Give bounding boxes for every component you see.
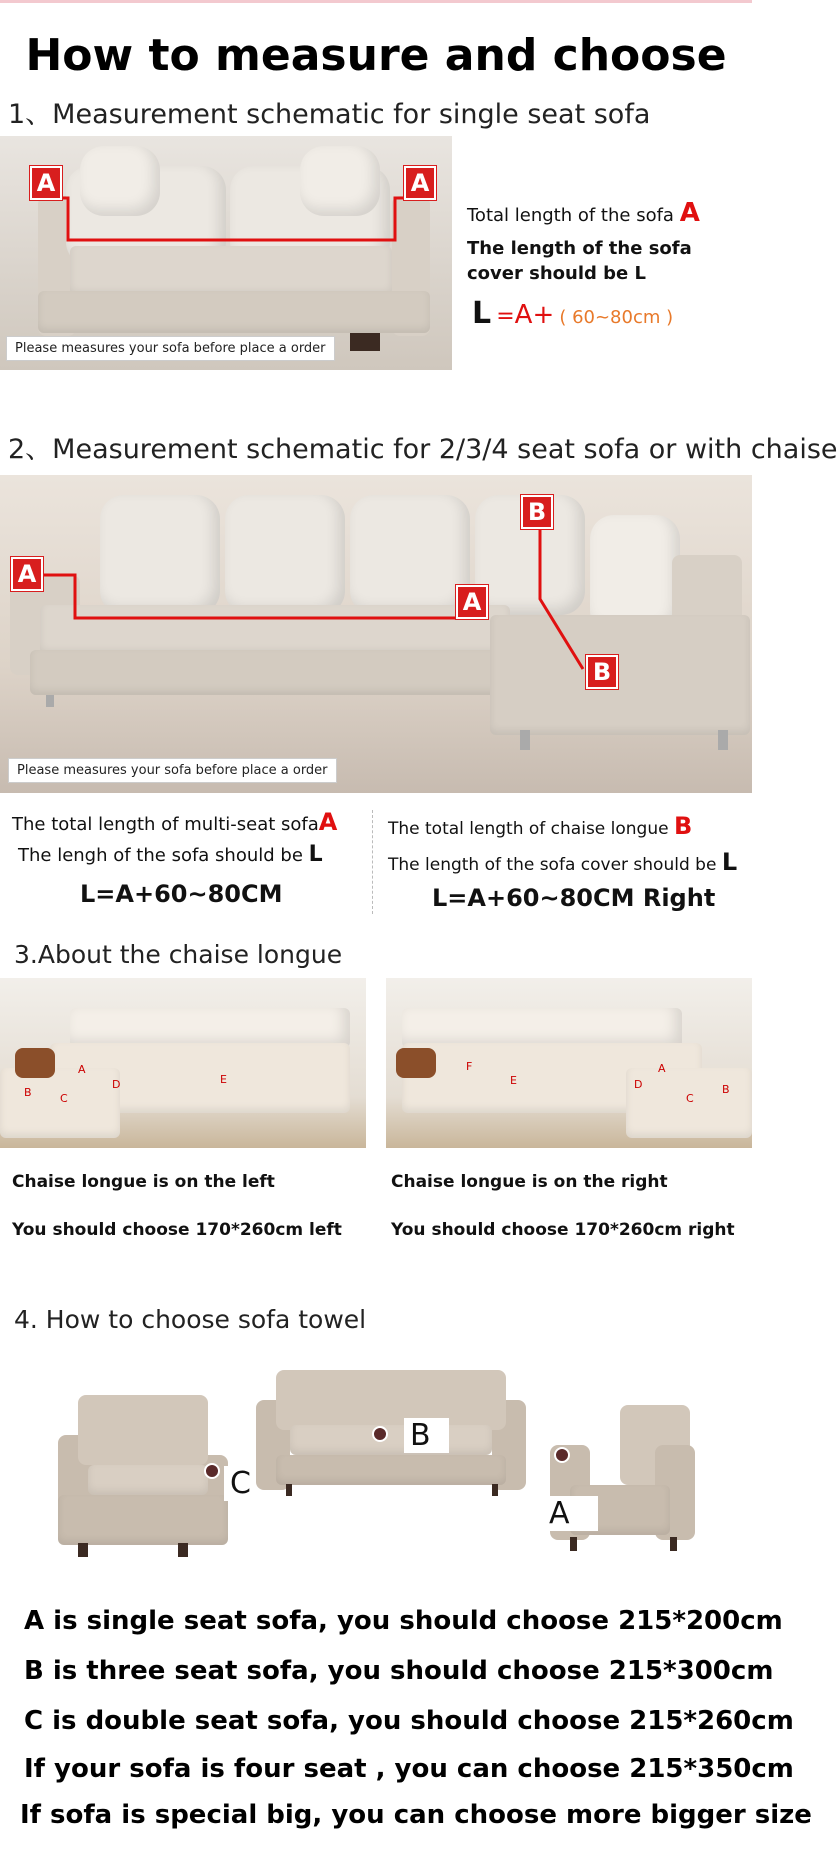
letter-d: D — [634, 1078, 643, 1091]
chaise-formula: L=A+60~80CM Right — [432, 884, 716, 912]
towel-line-c: C is double seat sofa, you should choose 215*260cm — [24, 1706, 794, 1736]
measure-line-a — [0, 136, 452, 370]
chaise-should-be-label: The length of the sofa cover should be — [388, 855, 717, 875]
badge-a-left: A — [11, 557, 43, 591]
total-length-label: Total length of the sofa — [467, 205, 674, 226]
chaise-should-be — [388, 848, 737, 876]
letter-a: A — [78, 1063, 86, 1076]
mark-b: B — [674, 812, 693, 840]
formula-eq: = — [496, 304, 515, 329]
letter-e: E — [510, 1074, 517, 1087]
label-a: A — [547, 1496, 598, 1531]
mark-l: L — [308, 842, 323, 867]
measure-lines-ab — [0, 475, 752, 793]
chaise-right-choose: You should choose 170*260cm right — [391, 1220, 735, 1240]
armchair-illustration — [550, 1405, 695, 1555]
chaise-left-choose: You should choose 170*260cm left — [12, 1220, 342, 1240]
badge-b-top: B — [521, 495, 553, 529]
badge-b-bottom: B — [586, 655, 618, 689]
letter-a: A — [658, 1062, 666, 1075]
formula-range: ( 60~80cm ) — [559, 307, 674, 328]
chaise-right-photo — [386, 978, 752, 1148]
mark-a: A — [318, 808, 338, 836]
letter-b: B — [722, 1083, 730, 1096]
divider-dashed — [372, 810, 373, 914]
towel-line-a: A is single seat sofa, you should choose 215*200cm — [24, 1606, 783, 1636]
loveseat-illustration — [58, 1395, 228, 1555]
multi-seat-length-label: The total length of multi-seat sofa — [12, 814, 319, 835]
badge-a-right: A — [404, 166, 436, 200]
towel-line-big: If sofa is special big, you can choose more bigger size — [20, 1800, 812, 1830]
chaise-length — [388, 812, 692, 840]
section4-heading: 4. How to choose sofa towel — [14, 1305, 367, 1334]
total-length-text — [467, 198, 700, 228]
chaise-right-title: Chaise longue is on the right — [391, 1172, 668, 1192]
letter-e: E — [220, 1073, 227, 1086]
chaise-left-title: Chaise longue is on the left — [12, 1172, 275, 1192]
sectional-sofa-photo — [0, 475, 752, 793]
towel-line-b: B is three seat sofa, you should choose 215*300cm — [24, 1656, 774, 1686]
badge-a-left: A — [30, 166, 62, 200]
cover-length-line1: The length of the sofa — [467, 238, 692, 259]
multi-seat-should-be-label: The lengh of the sofa should be — [18, 845, 303, 866]
mark-l: L — [721, 848, 738, 876]
chaise-left-photo — [0, 978, 366, 1148]
multi-seat-length — [12, 808, 337, 836]
badge-a-mid: A — [456, 585, 488, 619]
measure-note: Please measures your sofa before place a order — [6, 336, 335, 361]
section2-heading: 2、Measurement schematic for 2/3/4 seat sofa or with chaise — [8, 434, 838, 465]
towel-line-four: If your sofa is four seat , you can choose 215*350cm — [24, 1754, 794, 1784]
letter-f: F — [466, 1060, 473, 1073]
cover-length-line2 — [467, 263, 646, 284]
letter-b: B — [24, 1086, 32, 1099]
three-seat-illustration — [256, 1370, 526, 1500]
letter-c: C — [686, 1092, 694, 1105]
measure-note: Please measures your sofa before place a order — [8, 758, 337, 783]
formula-a: A+ — [514, 300, 555, 330]
multi-seat-should-be — [18, 842, 323, 867]
mark-a: A — [679, 198, 700, 228]
single-sofa-photo — [0, 136, 452, 370]
mark-l: L — [634, 263, 647, 284]
label-c: C — [224, 1466, 257, 1501]
letter-d: D — [112, 1078, 121, 1091]
page-title: How to measure and choose — [25, 30, 727, 81]
letter-c: C — [60, 1092, 68, 1105]
cover-length-label: cover should be — [467, 263, 629, 284]
single-formula — [472, 296, 673, 331]
multi-seat-formula: L=A+60~80CM — [80, 880, 283, 908]
formula-l: L — [472, 296, 492, 331]
label-b: B — [404, 1418, 449, 1453]
section1-heading: 1、Measurement schematic for single seat sofa — [8, 99, 651, 130]
top-rule — [0, 0, 752, 3]
chaise-length-label: The total length of chaise longue — [388, 819, 669, 839]
section3-heading: 3.About the chaise longue — [14, 940, 343, 969]
